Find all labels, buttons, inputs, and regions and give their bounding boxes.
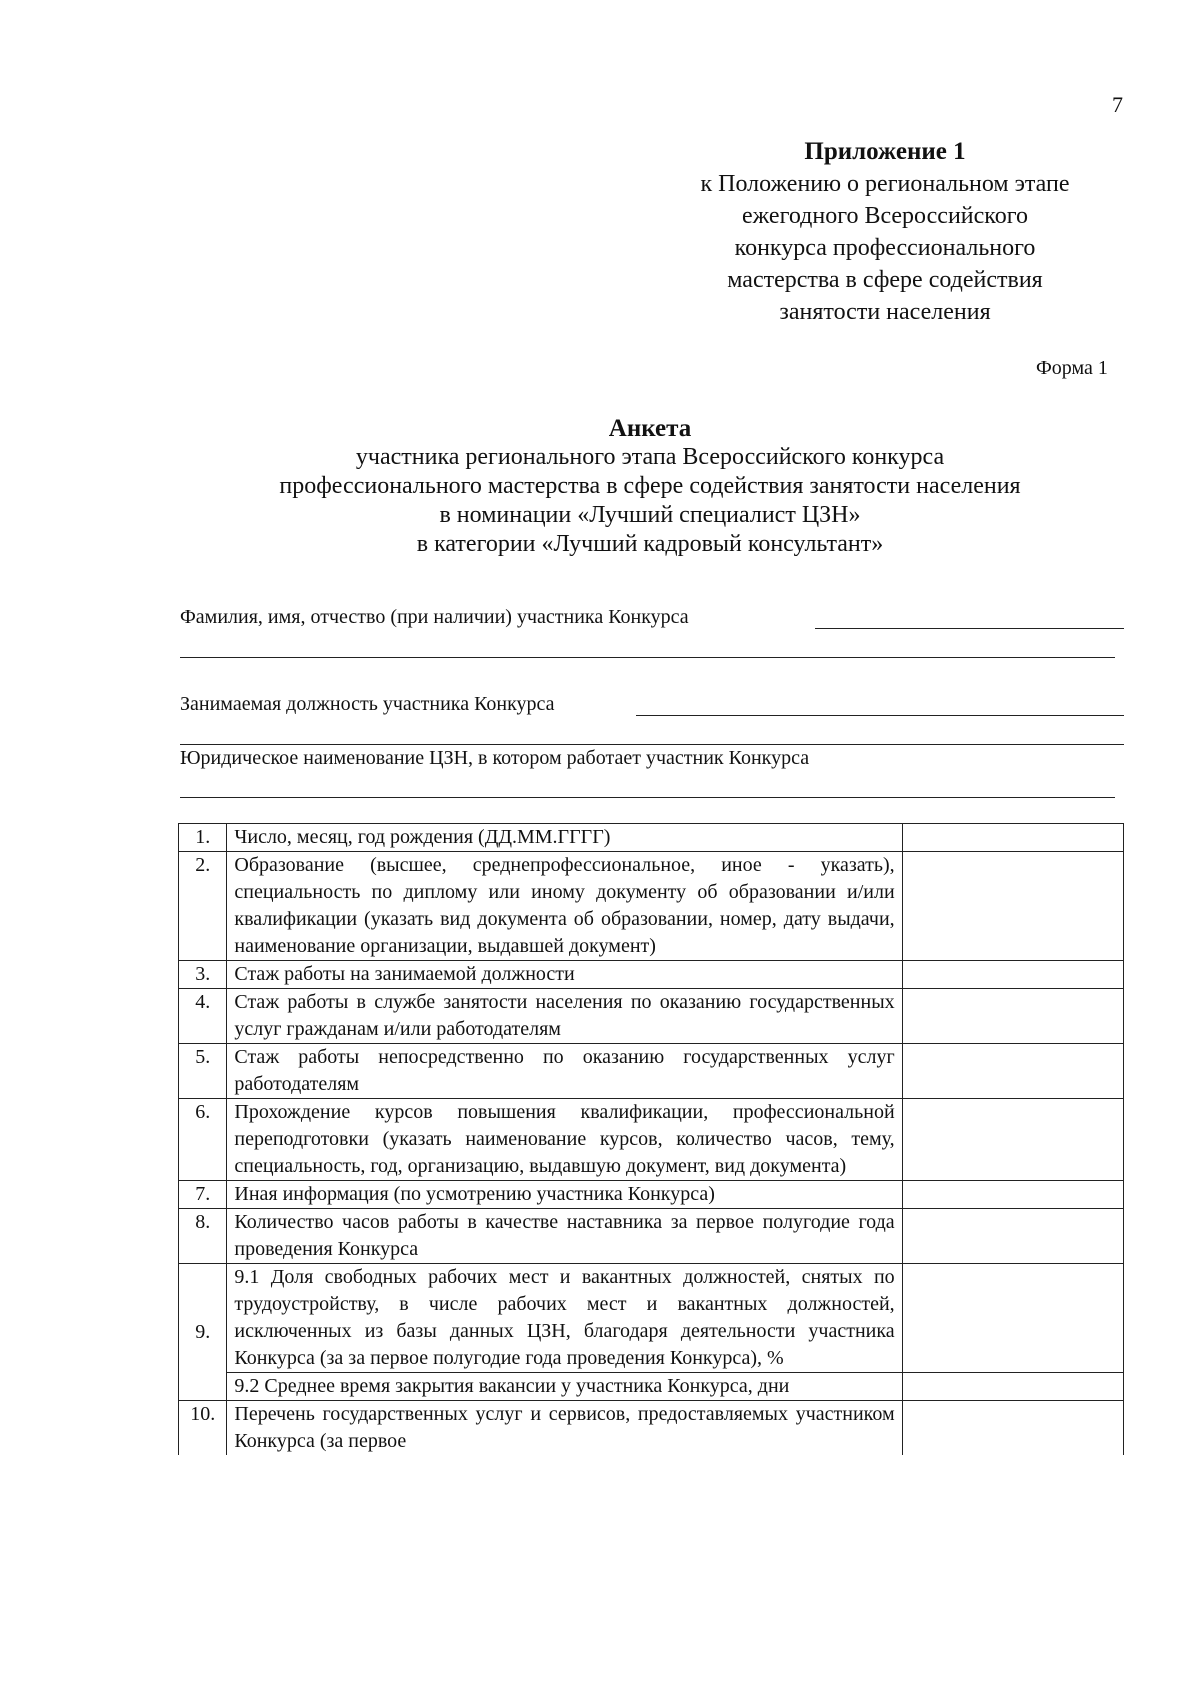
row-number: 5. — [179, 1044, 227, 1099]
table-row — [179, 961, 1124, 989]
full-name-input-line-2[interactable] — [180, 657, 1115, 658]
appendix-line: конкурса профессионального — [734, 235, 1036, 261]
table-row — [179, 1209, 1124, 1264]
row-answer-cell[interactable] — [902, 989, 1123, 1044]
row-answer-cell[interactable] — [902, 961, 1123, 989]
appendix-line: к Положению о региональном этапе — [700, 171, 1070, 197]
row-number: 9. — [179, 1264, 227, 1401]
row-question: Стаж работы в службе занятости населения по оказанию государственных услуг гражданам и/или работодателям — [227, 989, 902, 1044]
heading-line: профессионального мастерства в сфере содействия занятости населения — [279, 473, 1021, 499]
heading-line: в номинации «Лучший специалист ЦЗН» — [439, 502, 861, 528]
row-question: 9.2 Среднее время закрытия вакансии у участника Конкурса, дни — [227, 1373, 902, 1401]
appendix-line: мастерства в сфере содействия — [727, 267, 1043, 293]
row-answer-cell[interactable] — [902, 1401, 1123, 1456]
row-question: Число, месяц, год рождения (ДД.ММ.ГГГГ) — [227, 824, 902, 852]
full-name-label: Фамилия, имя, отчество (при наличии) участника Конкурса — [180, 606, 689, 628]
organization-field — [180, 746, 809, 770]
row-answer-cell[interactable] — [902, 1373, 1123, 1401]
row-question: Стаж работы на занимаемой должности — [227, 961, 902, 989]
position-field — [180, 692, 555, 716]
full-name-input-line[interactable] — [815, 628, 1124, 629]
row-answer-cell[interactable] — [902, 1044, 1123, 1099]
row-answer-cell[interactable] — [902, 1181, 1123, 1209]
organization-label: Юридическое наименование ЦЗН, в котором работает участник Конкурса — [180, 747, 810, 769]
appendix-line: ежегодного Всероссийского — [742, 203, 1028, 229]
table-row — [179, 1264, 1124, 1373]
row-number: 10. — [179, 1401, 227, 1456]
row-question: Образование (высшее, среднепрофессиональное, иное - указать), специальность по диплому или иному документу об образовании и/или квалификации (указать вид документа об образовании, номер, дату выдачи, наименование организации, выдавшей документ) — [227, 852, 902, 961]
row-answer-cell[interactable] — [902, 824, 1123, 852]
position-input-line-2[interactable] — [180, 744, 1124, 745]
form-label: Форма 1 — [1036, 357, 1108, 379]
questionnaire-table — [178, 823, 1124, 1455]
appendix-title: Приложение 1 — [804, 138, 966, 165]
row-number: 7. — [179, 1181, 227, 1209]
row-answer-cell[interactable] — [902, 1264, 1123, 1373]
table-row — [179, 1401, 1124, 1456]
organization-input-line[interactable] — [180, 797, 1115, 798]
row-question: Прохождение курсов повышения квалификации, профессиональной переподготовки (указать наименование курсов, количество часов, тему, специальность, год, организацию, выдавшую документ, вид документа) — [227, 1099, 902, 1181]
position-label: Занимаемая должность участника Конкурса — [180, 693, 555, 715]
position-input-line[interactable] — [636, 715, 1124, 716]
page-number: 7 — [1112, 92, 1123, 117]
table-row — [179, 1044, 1124, 1099]
heading-line: в категории «Лучший кадровый консультант» — [416, 531, 884, 557]
heading-line: участника регионального этапа Всероссийского конкурса — [355, 444, 945, 470]
row-question: Количество часов работы в качестве наставника за первое полугодие года проведения Конкурса — [227, 1209, 902, 1264]
table-row — [179, 989, 1124, 1044]
row-number: 1. — [179, 824, 227, 852]
appendix-line: занятости населения — [779, 299, 991, 325]
full-name-field — [180, 605, 689, 629]
row-question: Перечень государственных услуг и сервисов, предоставляемых участником Конкурса (за первое — [227, 1401, 902, 1456]
table-row — [179, 852, 1124, 961]
row-answer-cell[interactable] — [902, 852, 1123, 961]
table-row — [179, 1099, 1124, 1181]
row-number: 3. — [179, 961, 227, 989]
table-row — [179, 1181, 1124, 1209]
row-answer-cell[interactable] — [902, 1209, 1123, 1264]
row-number: 6. — [179, 1099, 227, 1181]
table-row — [179, 824, 1124, 852]
questionnaire-heading — [180, 414, 1120, 559]
row-number: 2. — [179, 852, 227, 961]
row-question: Стаж работы непосредственно по оказанию государственных услуг работодателям — [227, 1044, 902, 1099]
heading-title: Анкета — [608, 415, 692, 442]
row-answer-cell[interactable] — [902, 1099, 1123, 1181]
row-number: 4. — [179, 989, 227, 1044]
table-row — [179, 1373, 1124, 1401]
appendix-block — [650, 136, 1120, 328]
row-question: 9.1 Доля свободных рабочих мест и вакантных должностей, снятых по трудоустройству, в числе рабочих мест и вакантных должностей, исключенных из базы данных ЦЗН, благодаря деятельности участника Конкурса (за за первое полугодие года проведения Конкурса), % — [227, 1264, 902, 1373]
row-question: Иная информация (по усмотрению участника Конкурса) — [227, 1181, 902, 1209]
row-number: 8. — [179, 1209, 227, 1264]
